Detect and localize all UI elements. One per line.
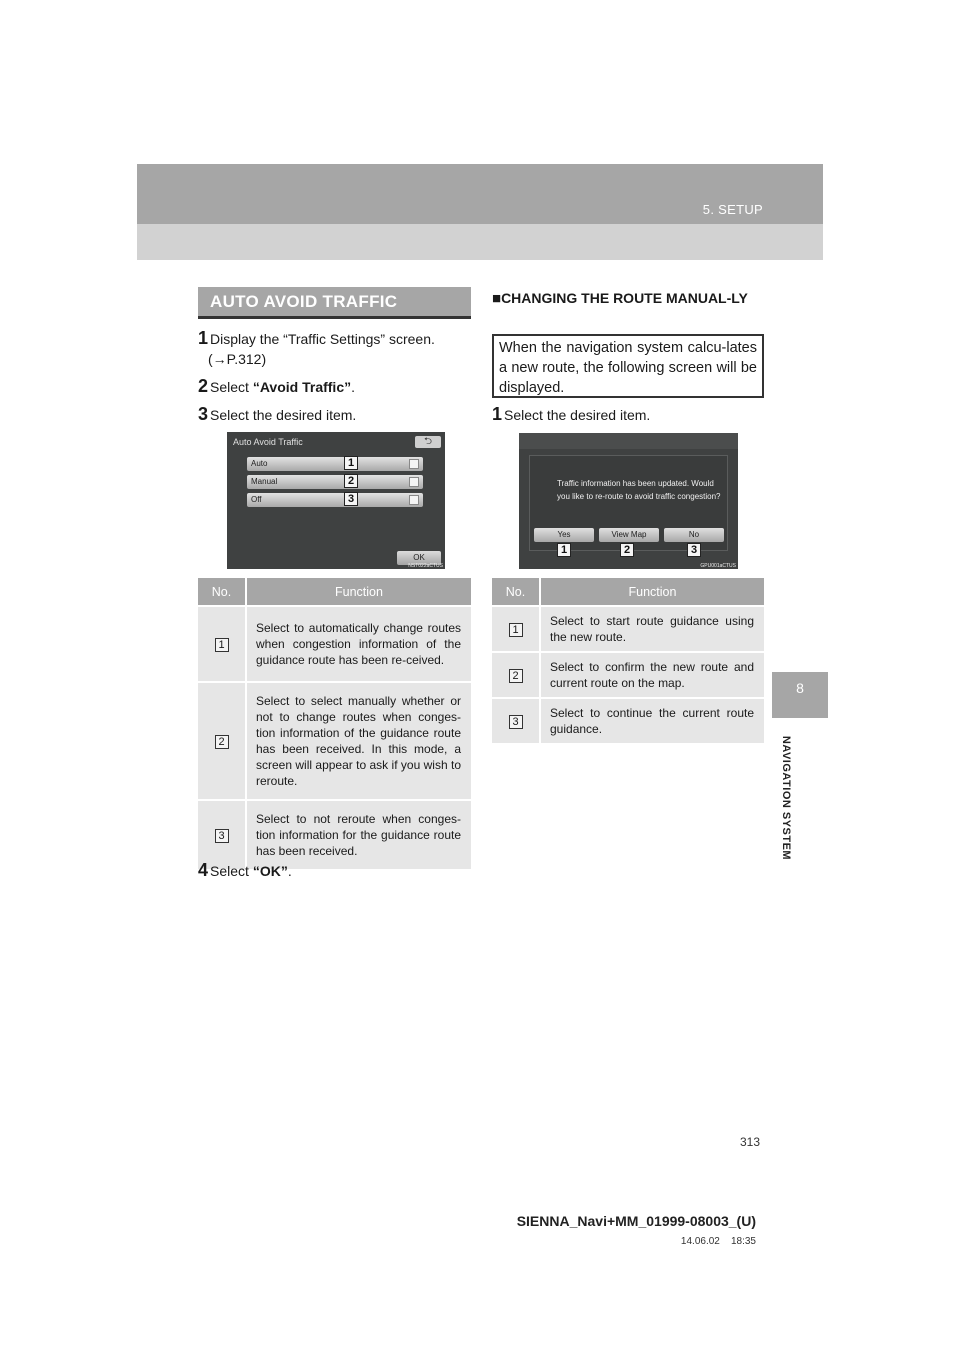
- table-row: [492, 698, 764, 743]
- step-2: [198, 376, 355, 397]
- info-box: When the navigation system calcu-lates a new route, the following screen will be displayed.: [492, 334, 764, 398]
- image-code: GPU001aCTUS: [700, 563, 736, 569]
- no-button[interactable]: No: [664, 528, 724, 542]
- step-text: Select the desired item.: [504, 407, 651, 423]
- row-number: 3: [215, 829, 229, 843]
- row-function: Select to continue the current route guidance.: [540, 698, 764, 743]
- step-text: Display the “Traffic Settings” screen.: [210, 331, 435, 347]
- checkbox-icon: [409, 459, 419, 469]
- ok-button[interactable]: OK: [397, 551, 441, 565]
- step-quote: “Avoid Traffic”: [252, 379, 352, 395]
- step-number: 2: [198, 376, 209, 396]
- table-row: [492, 606, 764, 652]
- option-manual[interactable]: [247, 475, 423, 489]
- option-label: Manual: [251, 477, 278, 486]
- table-row: [198, 606, 471, 682]
- row-function: Select to confirm the new route and current route on the map.: [540, 652, 764, 698]
- table-row: [198, 800, 471, 869]
- row-number: 3: [509, 715, 523, 729]
- chapter-tab-label: [766, 728, 806, 878]
- step-1-right: [492, 404, 650, 425]
- subsection-heading: [492, 288, 772, 309]
- chapter-tab-text: NAVIGATION SYSTEM: [780, 735, 792, 861]
- callout-2: 2: [344, 474, 358, 488]
- auto-avoid-traffic-screen: [227, 432, 445, 569]
- step-text-end: .: [287, 863, 292, 879]
- col-function: Function: [246, 578, 471, 606]
- row-number: 1: [509, 623, 523, 637]
- page-reference: (→P.312): [208, 351, 267, 367]
- step-number: 3: [198, 404, 209, 424]
- table-row: [492, 652, 764, 698]
- callout-1: 1: [344, 456, 358, 470]
- step-quote: “OK”: [252, 863, 288, 879]
- table-header-row: [198, 578, 471, 606]
- step-1: [198, 328, 474, 369]
- checkbox-icon: [409, 477, 419, 487]
- step-text: Select: [210, 379, 253, 395]
- callout-3: 3: [687, 543, 701, 557]
- section-title: 5. SETUP: [702, 202, 763, 217]
- row-number: 2: [509, 669, 523, 683]
- option-label: Off: [251, 495, 262, 504]
- row-number: 2: [215, 735, 229, 749]
- row-function: Select to select manually whether or not to change routes when conges-tion information of the guidance route has been received. In this mode, a screen will appear to ask if you wish to reroute.: [246, 682, 471, 800]
- step-number: 1: [198, 328, 209, 348]
- callout-2: 2: [620, 543, 634, 557]
- screen-title: Auto Avoid Traffic: [233, 437, 303, 447]
- page-number: 313: [740, 1135, 761, 1149]
- back-icon[interactable]: ⮌: [415, 436, 441, 448]
- col-no: No.: [492, 578, 540, 606]
- callout-3: 3: [344, 492, 358, 506]
- step-text: Select the desired item.: [210, 407, 357, 423]
- step-number: 4: [198, 860, 209, 880]
- callout-1: 1: [557, 543, 571, 557]
- yes-button[interactable]: Yes: [534, 528, 594, 542]
- option-off[interactable]: [247, 493, 423, 507]
- document-code: SIENNA_Navi+MM_01999-08003_(U): [516, 1213, 756, 1229]
- image-code: NST022aCTUS: [408, 563, 443, 569]
- option-auto[interactable]: [247, 457, 423, 471]
- section-heading: AUTO AVOID TRAFFIC: [198, 287, 471, 319]
- table-header-row: [492, 578, 764, 606]
- chapter-tab-number: 8: [772, 672, 828, 718]
- row-number: 1: [215, 638, 229, 652]
- row-function: Select to automatically change routes when congestion information of the guidance route has been re-ceived.: [246, 606, 471, 682]
- dialog-message: Traffic information has been updated. Would you like to re-route to avoid traffic congestion?: [557, 479, 721, 501]
- print-timestamp: 14.06.02 18:35: [680, 1236, 756, 1247]
- square-bullet-icon: ■: [492, 290, 502, 307]
- col-no: No.: [198, 578, 246, 606]
- option-label: Auto: [251, 459, 268, 468]
- table-row: [198, 682, 471, 800]
- step-4: [198, 860, 292, 881]
- step-text: Select: [210, 863, 253, 879]
- header-bar: [137, 164, 823, 224]
- subsection-title: CHANGING THE ROUTE MANUAL-LY: [501, 290, 748, 306]
- view-map-button[interactable]: View Map: [599, 528, 659, 542]
- function-table-right: [492, 578, 764, 743]
- col-function: Function: [540, 578, 764, 606]
- checkbox-icon: [409, 495, 419, 505]
- step-3: [198, 404, 356, 425]
- row-function: Select to start route guidance using the new route.: [540, 606, 764, 652]
- step-number: 1: [492, 404, 503, 424]
- step-text-end: .: [351, 379, 355, 395]
- row-function: Select to not reroute when conges-tion information for the guidance route has been received.: [246, 800, 471, 869]
- function-table-left: [198, 578, 471, 869]
- header-subbar: [137, 224, 823, 260]
- screen-title-bar: [519, 433, 738, 449]
